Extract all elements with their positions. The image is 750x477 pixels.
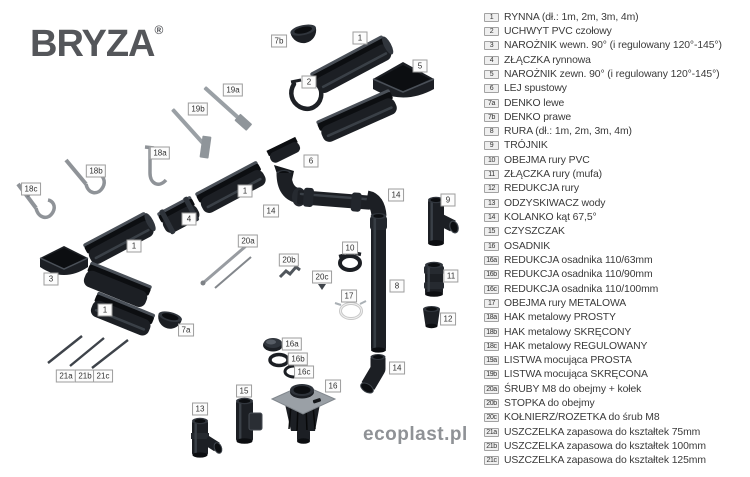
legend-item-label: STOPKA do obejmy bbox=[504, 398, 595, 410]
part-trap-reducer-16c bbox=[285, 366, 303, 377]
legend-item-label: ZŁĄCZKA rury (mufa) bbox=[504, 169, 602, 181]
legend-item-7b bbox=[484, 110, 748, 124]
legend-item-label: REDUKCJA rury bbox=[504, 183, 579, 195]
part-label-7b: 7b bbox=[271, 35, 287, 48]
part-end-cap-left-7a bbox=[156, 309, 183, 331]
legend-item-15 bbox=[484, 225, 748, 239]
part-label-14: 14 bbox=[388, 189, 404, 202]
legend-item-label: OSADNIK bbox=[504, 240, 551, 252]
part-label-19a: 19a bbox=[223, 84, 243, 97]
legend-item-label: LISTWA mocująca PROSTA bbox=[504, 355, 632, 367]
part-gaskets-21 bbox=[48, 336, 128, 368]
part-label-1: 1 bbox=[353, 32, 368, 45]
brand-logo-text: BRYZA bbox=[30, 23, 155, 65]
legend-item-number-badge: 9 bbox=[484, 141, 499, 150]
legend-item-16a bbox=[484, 253, 748, 267]
legend-item-label: CZYSZCZAK bbox=[504, 226, 565, 238]
legend-item-number-badge: 14 bbox=[484, 213, 499, 222]
legend-item-label: ODZYSKIWACZ wody bbox=[504, 197, 606, 209]
part-label-15: 15 bbox=[236, 385, 252, 398]
part-label-21a: 21a bbox=[56, 370, 76, 383]
part-front-bracket-2 bbox=[291, 80, 321, 109]
part-mounting-strip-straight-19a bbox=[202, 84, 253, 131]
legend-item-number-badge: 6 bbox=[484, 84, 499, 93]
legend-item-label: NAROŻNIK zewn. 90° (i regulowany 120°-145°) bbox=[504, 68, 720, 80]
legend-item-number-badge: 18c bbox=[484, 342, 499, 351]
legend-item-number-badge: 18b bbox=[484, 328, 499, 337]
legend-item-label: RYNNA (dł.: 1m, 2m, 3m, 4m) bbox=[504, 11, 639, 23]
legend-item-19b bbox=[484, 368, 748, 382]
part-label-16b: 16b bbox=[288, 353, 308, 366]
legend-item-4 bbox=[484, 53, 748, 67]
legend-item-16c bbox=[484, 282, 748, 296]
legend-item-number-badge: 11 bbox=[484, 170, 499, 179]
legend-item-20b bbox=[484, 396, 748, 410]
part-metal-hook-twisted-18b bbox=[66, 160, 104, 193]
part-gutter-under-corner-1 bbox=[316, 89, 399, 144]
part-label-3: 3 bbox=[44, 273, 59, 286]
part-end-cap-right-7b bbox=[289, 23, 318, 46]
legend-item-label: REDUKCJA osadnika 110/63mm bbox=[504, 254, 653, 266]
registered-trademark-symbol: ® bbox=[154, 23, 164, 37]
legend-item-number-badge: 2 bbox=[484, 27, 499, 36]
legend-item-21b bbox=[484, 439, 748, 453]
part-label-1: 1 bbox=[98, 304, 113, 317]
legend-item-number-badge: 7b bbox=[484, 113, 499, 122]
watermark-text: ecoplast.pl bbox=[363, 424, 468, 445]
legend-item-20a bbox=[484, 382, 748, 396]
legend-item-label: HAK metalowy PROSTY bbox=[504, 312, 616, 324]
part-label-14: 14 bbox=[263, 205, 279, 218]
legend-item-label: REDUKCJA osadnika 110/90mm bbox=[504, 269, 653, 281]
part-label-21b: 21b bbox=[75, 370, 95, 383]
part-metal-hook-adjustable-18c bbox=[18, 184, 54, 217]
part-gutter-mid-right-1 bbox=[195, 160, 269, 215]
legend-item-18b bbox=[484, 325, 748, 339]
legend-item-label: TRÓJNIK bbox=[504, 140, 548, 152]
legend-item-12 bbox=[484, 182, 748, 196]
part-label-11: 11 bbox=[443, 270, 458, 283]
legend-item-7a bbox=[484, 96, 748, 110]
part-clamp-foot-20b bbox=[280, 267, 300, 277]
part-cleanout-15 bbox=[236, 398, 262, 444]
part-label-5: 5 bbox=[413, 60, 428, 73]
part-water-collector-13 bbox=[191, 418, 223, 458]
legend-item-label: USZCZELKA zapasowa do kształtek 100mm bbox=[504, 441, 706, 453]
legend-item-label: ŚRUBY M8 do obejmy + kołek bbox=[504, 383, 642, 395]
part-metal-hook-straight-18a bbox=[145, 147, 166, 184]
part-label-21c: 21c bbox=[93, 370, 113, 383]
legend-item-label: OBEJMA rury PVC bbox=[504, 154, 590, 166]
part-downpipe-8 bbox=[370, 213, 387, 353]
part-label-16a: 16a bbox=[282, 338, 302, 351]
part-label-12: 12 bbox=[440, 313, 456, 326]
legend-item-number-badge: 20a bbox=[484, 385, 499, 394]
part-metal-clamp-17 bbox=[335, 301, 366, 319]
legend-item-19a bbox=[484, 354, 748, 368]
legend-item-number-badge: 20c bbox=[484, 413, 499, 422]
legend-item-label: LEJ spustowy bbox=[504, 83, 567, 95]
part-rosette-20c bbox=[318, 284, 326, 290]
legend-item-3 bbox=[484, 39, 748, 53]
part-label-2: 2 bbox=[302, 76, 317, 89]
legend-item-label: KOLANKO kąt 67,5° bbox=[504, 212, 597, 224]
part-label-20c: 20c bbox=[312, 271, 332, 284]
legend-item-label: HAK metalowy REGULOWANY bbox=[504, 340, 648, 352]
part-trap-reducer-16a bbox=[263, 338, 283, 352]
legend-item-label: UCHWYT PVC czołowy bbox=[504, 25, 612, 37]
part-label-7a: 7a bbox=[178, 324, 194, 337]
legend-item-number-badge: 21b bbox=[484, 442, 499, 451]
part-label-20a: 20a bbox=[238, 235, 258, 248]
part-label-1: 1 bbox=[238, 185, 253, 198]
legend-item-number-badge: 1 bbox=[484, 13, 499, 22]
legend-item-1 bbox=[484, 10, 748, 24]
legend-item-label: USZCZELKA zapasowa do kształtek 75mm bbox=[504, 426, 701, 438]
legend-item-number-badge: 17 bbox=[484, 299, 499, 308]
legend-item-number-badge: 5 bbox=[484, 70, 499, 79]
part-pipe-coupler-11 bbox=[424, 262, 444, 297]
legend-item-number-badge: 19b bbox=[484, 370, 499, 379]
legend-item-18c bbox=[484, 339, 748, 353]
legend-item-label: RURA (dł.: 1m, 2m, 3m, 4m) bbox=[504, 126, 632, 138]
legend-item-number-badge: 12 bbox=[484, 184, 499, 193]
part-tee-9 bbox=[428, 197, 460, 246]
part-label-16: 16 bbox=[325, 380, 341, 393]
part-mounting-strip-twisted-19b bbox=[171, 108, 211, 159]
part-label-18c: 18c bbox=[21, 183, 41, 196]
part-label-4: 4 bbox=[182, 213, 197, 226]
legend-item-18a bbox=[484, 311, 748, 325]
legend-item-number-badge: 16c bbox=[484, 285, 499, 294]
legend-item-label: DENKO prawe bbox=[504, 111, 572, 123]
part-label-9: 9 bbox=[441, 194, 456, 207]
part-label-8: 8 bbox=[390, 280, 405, 293]
legend-item-20c bbox=[484, 411, 748, 425]
legend-item-13 bbox=[484, 196, 748, 210]
part-label-20b: 20b bbox=[279, 254, 299, 267]
legend-item-number-badge: 13 bbox=[484, 199, 499, 208]
parts-legend bbox=[484, 10, 748, 468]
legend-item-number-badge: 16a bbox=[484, 256, 499, 265]
legend-item-17 bbox=[484, 296, 748, 310]
legend-item-number-badge: 3 bbox=[484, 41, 499, 50]
part-gutter-mid-left-1 bbox=[83, 210, 160, 267]
part-gutter-connector-4 bbox=[156, 195, 202, 237]
legend-item-label: REDUKCJA osadnika 110/100mm bbox=[504, 283, 659, 295]
legend-item-label: DENKO lewe bbox=[504, 97, 565, 109]
part-pipe-reducer-12 bbox=[423, 306, 440, 328]
part-label-16c: 16c bbox=[294, 366, 314, 379]
part-label-18a: 18a bbox=[150, 147, 170, 160]
legend-item-5 bbox=[484, 67, 748, 81]
part-label-18b: 18b bbox=[86, 165, 106, 178]
legend-item-number-badge: 10 bbox=[484, 156, 499, 165]
legend-item-9 bbox=[484, 139, 748, 153]
part-label-6: 6 bbox=[304, 155, 319, 168]
legend-item-label: ZŁĄCZKA rynnowa bbox=[504, 54, 591, 66]
part-bottom-elbow-14 bbox=[359, 354, 386, 395]
legend-item-number-badge: 16 bbox=[484, 242, 499, 251]
legend-item-number-badge: 15 bbox=[484, 227, 499, 236]
part-label-17: 17 bbox=[341, 290, 357, 303]
legend-item-label: OBEJMA rury METALOWA bbox=[504, 297, 627, 309]
legend-item-label: NAROŻNIK wewn. 90° (i regulowany 120°-145°) bbox=[504, 40, 722, 52]
part-sediment-trap-16 bbox=[272, 384, 335, 444]
part-label-13: 13 bbox=[192, 403, 208, 416]
legend-item-label: USZCZELKA zapasowa do kształtek 125mm bbox=[504, 455, 706, 467]
part-screws-20a bbox=[201, 246, 252, 288]
legend-item-label: LISTWA mocująca SKRĘCONA bbox=[504, 369, 648, 381]
legend-item-number-badge: 16b bbox=[484, 270, 499, 279]
legend-item-16 bbox=[484, 239, 748, 253]
legend-item-21c bbox=[484, 454, 748, 468]
legend-item-21a bbox=[484, 425, 748, 439]
part-trap-reducer-16b bbox=[270, 355, 288, 366]
legend-item-label: HAK metalowy SKRĘCONY bbox=[504, 326, 632, 338]
part-label-14: 14 bbox=[389, 362, 405, 375]
legend-item-label: KOŁNIERZ/ROZETKA do śrub M8 bbox=[504, 412, 660, 424]
legend-item-number-badge: 18a bbox=[484, 313, 499, 322]
legend-item-number-badge: 4 bbox=[484, 56, 499, 65]
part-label-10: 10 bbox=[342, 242, 358, 255]
part-pvc-clamp-10 bbox=[339, 251, 362, 270]
part-label-1: 1 bbox=[127, 240, 142, 253]
legend-item-number-badge: 8 bbox=[484, 127, 499, 136]
legend-item-number-badge: 7a bbox=[484, 99, 499, 108]
legend-item-number-badge: 21c bbox=[484, 456, 499, 465]
legend-item-6 bbox=[484, 82, 748, 96]
legend-item-number-badge: 19a bbox=[484, 356, 499, 365]
legend-item-16b bbox=[484, 268, 748, 282]
legend-item-8 bbox=[484, 125, 748, 139]
part-inner-corner-3 bbox=[40, 246, 88, 275]
legend-item-10 bbox=[484, 153, 748, 167]
legend-item-14 bbox=[484, 210, 748, 224]
legend-item-number-badge: 21a bbox=[484, 428, 499, 437]
legend-item-2 bbox=[484, 24, 748, 38]
part-label-19b: 19b bbox=[188, 103, 208, 116]
legend-item-number-badge: 20b bbox=[484, 399, 499, 408]
legend-item-11 bbox=[484, 167, 748, 181]
